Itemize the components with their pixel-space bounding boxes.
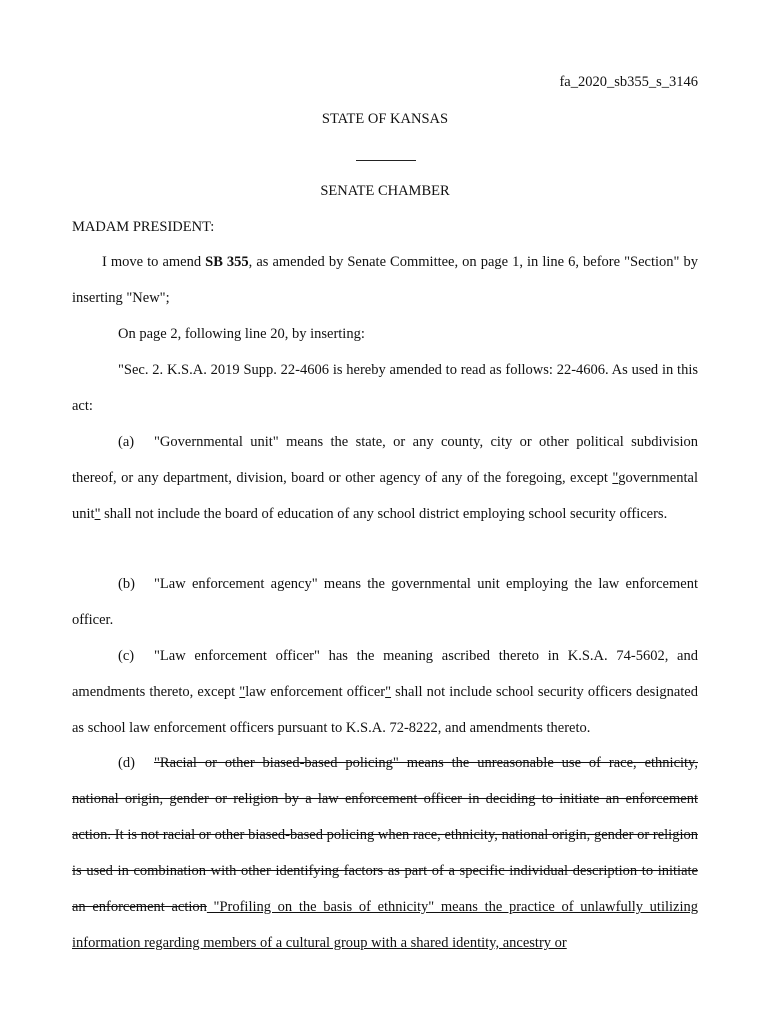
item-a-inserted-quote-close: " bbox=[94, 506, 101, 522]
item-d-inserted-text: "Profiling on the basis of ethnicity" means the practice of unlawfully utilizing information regarding members of a cultural group with a shared identity, ancestry or bbox=[72, 899, 699, 951]
item-a-text-3: shall not include the board of education of any school district employing school security officers. bbox=[100, 506, 668, 522]
motion-text-before: I move to amend bbox=[102, 254, 206, 270]
section-intro-paragraph: "Sec. 2. K.S.A. 2019 Supp. 22-4606 is hereby amended to read as follows: 22-4606. As used in this act: bbox=[72, 362, 698, 414]
motion-text-after: , as amended by Senate Committee, on page 1, in line 6, before "Section" by inserting "New"; bbox=[72, 254, 698, 306]
item-c-inserted-quote-close: " bbox=[385, 684, 392, 700]
item-d-paragraph bbox=[72, 745, 698, 961]
address-line: MADAM PRESIDENT: bbox=[72, 219, 215, 235]
item-b-label: (b) bbox=[118, 576, 135, 592]
item-a-label: (a) bbox=[118, 434, 135, 450]
item-b-text: "Law enforcement agency" means the governmental unit employing the law enforcement officer. bbox=[72, 576, 698, 628]
state-heading: STATE OF KANSAS bbox=[321, 111, 449, 127]
document-id: fa_2020_sb355_s_3146 bbox=[559, 74, 698, 90]
item-c-text-1: "Law enforcement officer" has the meaning ascribed thereto in K.S.A. 74-5602, and amendments thereto, except bbox=[72, 648, 698, 700]
item-c-text-2: law enforcement officer bbox=[245, 684, 386, 700]
item-c-text-3: shall not include school security officers designated as school law enforcement officers pursuant to K.S.A. 72-8222, and amendments thereto. bbox=[72, 684, 698, 736]
item-a-text-2: governmental unit bbox=[72, 470, 698, 522]
item-a-text-1: "Governmental unit" means the state, or any county, city or other political subdivision thereof, or any department, division, board or other agency of any of the foregoing, except bbox=[72, 434, 698, 486]
heading-divider bbox=[356, 160, 416, 161]
item-a-paragraph bbox=[72, 424, 698, 532]
item-c-paragraph bbox=[72, 638, 698, 746]
item-a-inserted-quote-open: " bbox=[612, 470, 619, 486]
item-c-inserted-quote-open: " bbox=[239, 684, 246, 700]
instruction-paragraph: On page 2, following line 20, by inserting: bbox=[118, 326, 365, 342]
item-d-label: (d) bbox=[118, 755, 135, 771]
motion-paragraph bbox=[72, 244, 698, 316]
chamber-heading: SENATE CHAMBER bbox=[320, 183, 450, 199]
item-c-label: (c) bbox=[118, 648, 135, 664]
item-b-paragraph bbox=[72, 566, 698, 638]
bill-number: SB 355 bbox=[205, 254, 249, 270]
item-d-struck-text: "Racial or other biased-based policing" means the unreasonable use of race, ethnicity, national origin, gender or religion by a law enforcement officer in deciding to initiate an enforcement action. It is not racial or other biased-based policing when race, ethnicity, national origin, gender or religion is used in combination with other identifying factors as part of a specific individual description to initiate an enforcement action bbox=[72, 755, 698, 915]
